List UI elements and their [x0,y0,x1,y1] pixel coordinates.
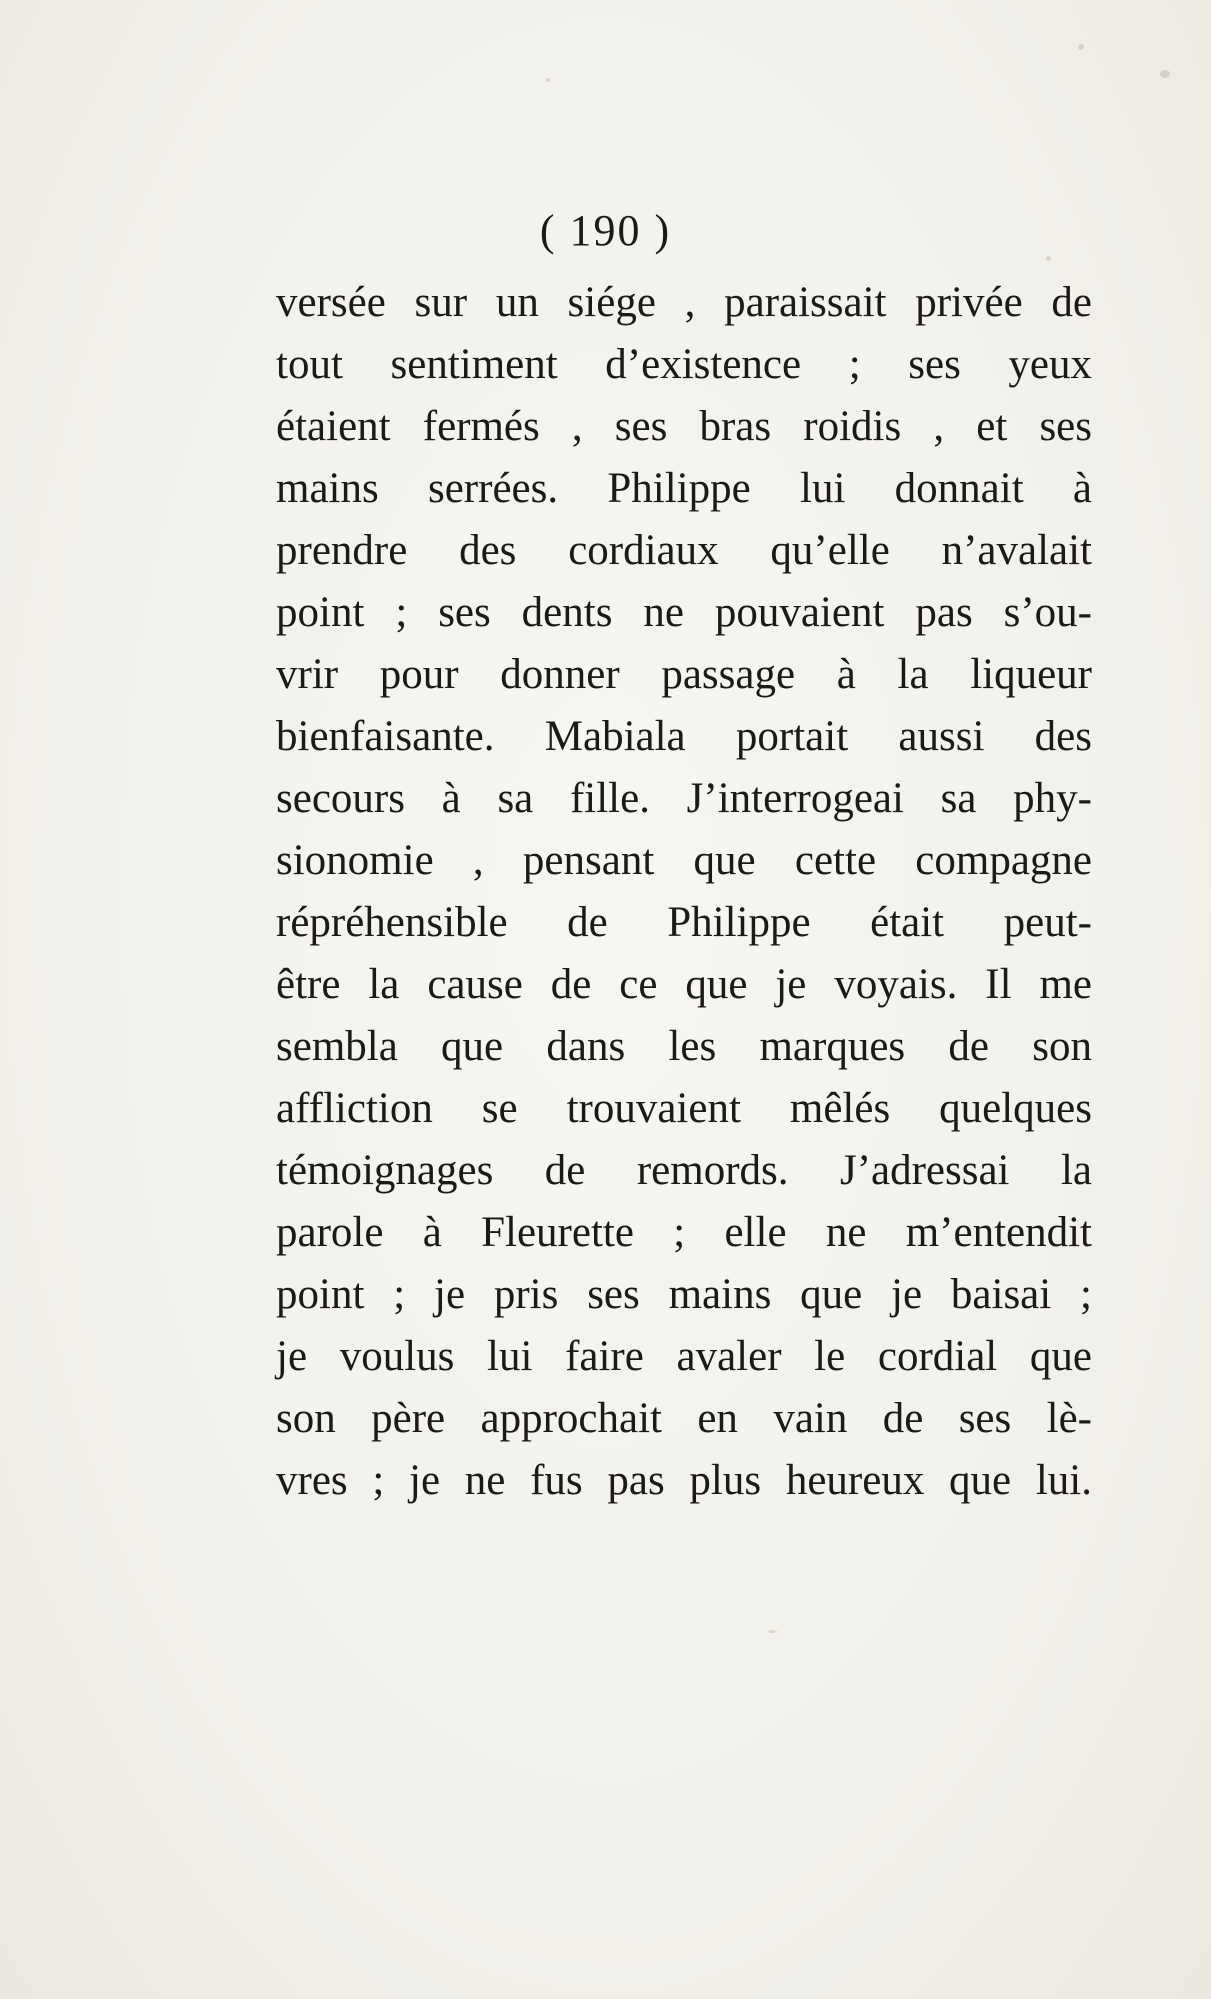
paper-speck [1160,70,1170,78]
body-text [276,272,1092,1512]
text-line: répréhensible de Philippe était peut- [276,899,1092,946]
text-line: secours à sa fille. J’interrogeai sa phy- [276,775,1092,822]
text-line: point ; je pris ses mains que je baisai ; [276,1271,1092,1318]
text-line: bienfaisante. Mabiala portait aussi des [276,713,1092,760]
text-line: vrir pour donner passage à la liqueur [276,651,1092,698]
text-line: mains serrées. Philippe lui donnait à [276,465,1092,512]
text-line: tout sentiment d’existence ; ses yeux [276,341,1092,388]
text-line: je voulus lui faire avaler le cordial que [276,1333,1092,1380]
text-line: son père approchait en vain de ses lè- [276,1395,1092,1442]
paper-speck [1046,256,1051,261]
text-line: versée sur un siége , paraissait privée de [276,279,1092,326]
text-line: sembla que dans les marques de son [276,1023,1092,1070]
paper-speck [1078,44,1084,50]
paper-speck [768,1630,777,1633]
text-line: point ; ses dents ne pouvaient pas s’ou- [276,589,1092,636]
text-line: affliction se trouvaient mêlés quelques [276,1085,1092,1132]
text-line: être la cause de ce que je voyais. Il me [276,961,1092,1008]
text-line: sionomie , pensant que cette compagne [276,837,1092,884]
paper-speck [546,78,550,82]
text-line: vres ; je ne fus pas plus heureux que lui. [276,1457,1092,1504]
text-line: prendre des cordiaux qu’elle n’avalait [276,527,1092,574]
text-line: parole à Fleurette ; elle ne m’entendit [276,1209,1092,1256]
text-line: étaient fermés , ses bras roidis , et ses [276,403,1092,450]
page-number: ( 190 ) [539,206,672,255]
text-line: témoignages de remords. J’adressai la [276,1147,1092,1194]
